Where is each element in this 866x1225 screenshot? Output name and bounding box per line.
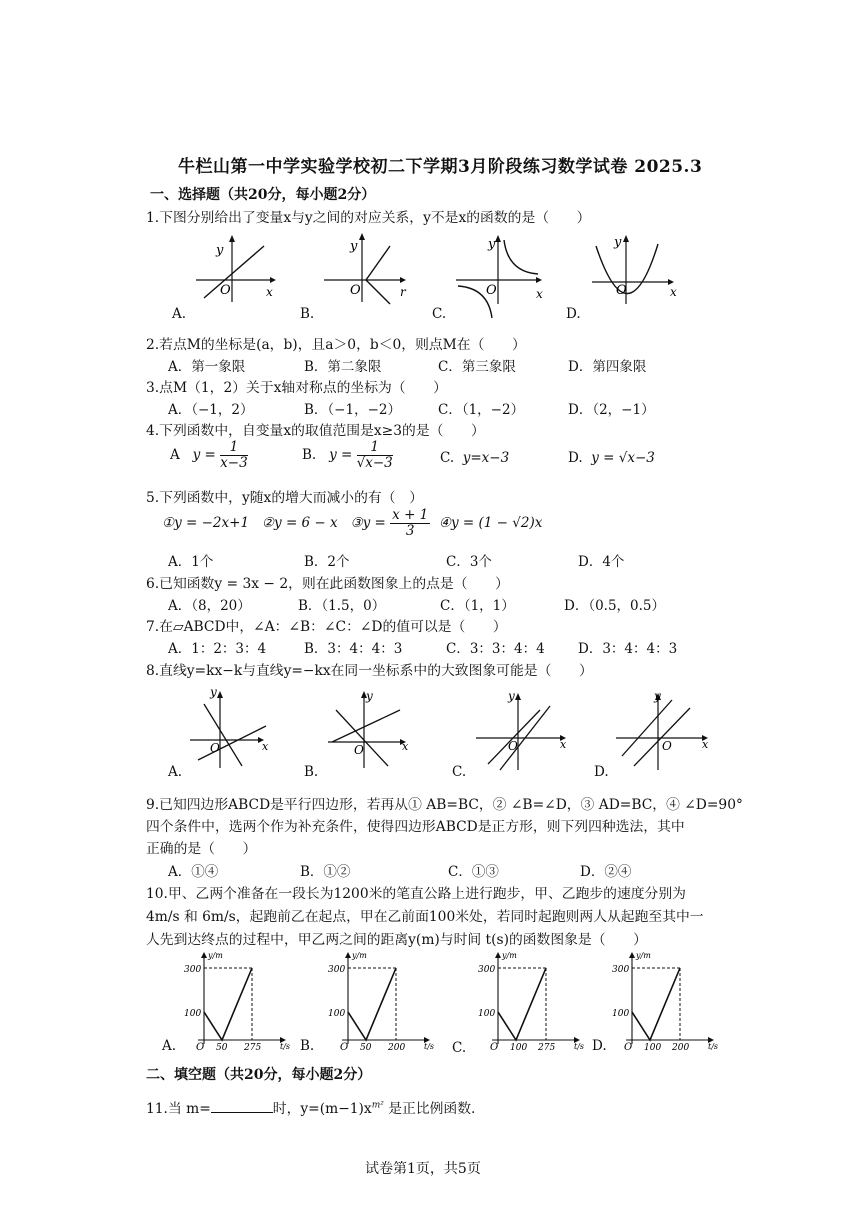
svg-text:x: x bbox=[670, 285, 677, 299]
q10-a-tick-100: 100 bbox=[184, 1009, 202, 1019]
svg-text:x: x bbox=[560, 738, 567, 751]
svg-text:y: y bbox=[216, 243, 224, 258]
svg-text:x: x bbox=[402, 740, 409, 753]
q5-option-c: C．3个 bbox=[446, 554, 492, 570]
q8-label-d: D. bbox=[594, 764, 609, 780]
q2-stem: 2.若点M的坐标是(a，b)，且a＞0，b＜0，则点M在（ ） bbox=[146, 337, 526, 353]
q2-option-c: C．第三象限 bbox=[438, 359, 516, 375]
q10-d-origin: O bbox=[624, 1042, 633, 1053]
q10-c-y-label: y/m bbox=[502, 951, 517, 960]
q10-c-y-arrow bbox=[495, 952, 501, 958]
q10-label-c: C. bbox=[452, 1040, 467, 1056]
q3-stem: 3.点M（1，2）关于x轴对称点的坐标为（ ） bbox=[146, 380, 447, 396]
q10-c-tick-x2: 275 bbox=[538, 1043, 556, 1053]
q10-c-series-line bbox=[498, 968, 546, 1040]
q10-d-x-label: t/s bbox=[708, 1042, 719, 1051]
svg-text:O: O bbox=[616, 283, 627, 298]
svg-text:y: y bbox=[366, 689, 373, 703]
q11-exponent: m² bbox=[371, 1100, 384, 1111]
section-2-heading: 二、填空题（共20分，每小题2分） bbox=[146, 1067, 372, 1083]
q4-b-denominator: √x−3 bbox=[356, 455, 393, 471]
q10-d-y-arrow bbox=[629, 952, 635, 958]
svg-text:y: y bbox=[614, 235, 622, 250]
q8-label-b: B. bbox=[304, 764, 319, 780]
svg-text:y: y bbox=[350, 239, 358, 254]
q10-label-a: A. bbox=[162, 1038, 177, 1054]
q10-b-tick-100: 100 bbox=[328, 1009, 346, 1019]
q10-c-tick-x1: 100 bbox=[510, 1043, 528, 1053]
q10-line-2: 4m/s 和 6m/s，起跑前乙在起点，甲在乙前面100米处，若同时起跑则两人从起跑至其中一 bbox=[146, 909, 704, 925]
q10-c-tick-300: 300 bbox=[478, 965, 496, 975]
q9-option-d: D．②④ bbox=[580, 864, 632, 880]
q1-label-d: D. bbox=[566, 306, 581, 322]
q10-c-origin: O bbox=[490, 1042, 499, 1053]
svg-text:O: O bbox=[508, 739, 518, 753]
q5-option-d: D．4个 bbox=[578, 554, 625, 570]
svg-text:r: r bbox=[400, 285, 406, 299]
q7-option-b: B．3：4：4：3 bbox=[304, 641, 403, 657]
q6-option-b: B．（1.5，0） bbox=[298, 598, 386, 614]
q4-letter-d: D. bbox=[568, 450, 583, 466]
q5-item-3: ③y = bbox=[350, 515, 386, 531]
q9-option-c: C．①③ bbox=[448, 864, 499, 880]
svg-text:y: y bbox=[508, 689, 515, 703]
q10-d-tick-100: 100 bbox=[612, 1009, 630, 1019]
q10-d-tick-300: 300 bbox=[612, 965, 630, 975]
q9-line-3: 正确的是（ ） bbox=[146, 841, 257, 857]
q4-a-denominator: x−3 bbox=[220, 455, 248, 471]
q5-item-3-numerator: x + 1 bbox=[392, 507, 429, 523]
q10-line-3: 人先到达终点的过程中，甲乙两之间的距离y(m)与时间 t(s)的函数图象是（ ） bbox=[146, 932, 647, 948]
q4-expr-d: y = √x−3 bbox=[591, 450, 655, 466]
q5-item-4: ④y = (1 − √2)x bbox=[438, 515, 543, 531]
q10-a-tick-x1: 50 bbox=[216, 1043, 228, 1053]
svg-text:x: x bbox=[702, 738, 709, 751]
svg-text:O: O bbox=[486, 283, 497, 298]
q3-option-b: B．（−1，−2） bbox=[304, 402, 401, 418]
q5-option-a: A．1个 bbox=[168, 554, 214, 570]
q4-b-numerator: 1 bbox=[357, 440, 393, 456]
q10-b-x-label: t/s bbox=[424, 1042, 435, 1051]
q2-option-a: A．第一象限 bbox=[168, 359, 246, 375]
q10-label-d: D. bbox=[592, 1038, 607, 1054]
q3-option-a: A．（−1，2） bbox=[168, 402, 254, 418]
q5-item-1: ①y = −2x+1 bbox=[162, 515, 250, 531]
q9-option-b: B．①② bbox=[300, 864, 351, 880]
q7-option-a: A．1：2：3：4 bbox=[168, 641, 267, 657]
q10-line-1: 10.甲、乙两个准备在一段长为1200米的笔直公路上进行跑步，甲、乙跑步的速度分别为 bbox=[146, 886, 686, 902]
svg-text:y: y bbox=[654, 689, 661, 703]
q4-letter-c: C. bbox=[440, 450, 455, 466]
q10-a-origin: O bbox=[196, 1042, 205, 1053]
q6-option-d: D．（0.5，0.5） bbox=[564, 598, 666, 614]
q11-mid: 时，y=(m−1)x bbox=[272, 1101, 372, 1117]
q8-label-c: C. bbox=[452, 764, 467, 780]
q10-b-y-label: y/m bbox=[352, 951, 367, 960]
q5-item-2: ②y = 6 − x bbox=[261, 515, 338, 531]
q1-label-c: C. bbox=[432, 306, 447, 322]
svg-text:O: O bbox=[662, 739, 672, 753]
q8-stem: 8.直线y=kx−k与直线y=−kx在同一坐标系中的大致图象可能是（ ） bbox=[146, 663, 593, 679]
q3-option-c: C．（1，−2） bbox=[438, 402, 525, 418]
q10-b-tick-x1: 50 bbox=[360, 1043, 372, 1053]
q10-d-series-line bbox=[632, 968, 680, 1040]
svg-text:y: y bbox=[488, 237, 496, 252]
q3-option-d: D．（2，−1） bbox=[568, 402, 655, 418]
q6-option-c: C．（1，1） bbox=[440, 598, 515, 614]
q11 bbox=[146, 1097, 475, 1117]
q4-stem: 4.下列函数中，自变量x的取值范围是x≥3的是（ ） bbox=[146, 423, 485, 439]
q10-b-series-line bbox=[348, 968, 396, 1040]
q10-c-tick-100: 100 bbox=[478, 1009, 496, 1019]
q10-b-tick-300: 300 bbox=[328, 965, 346, 975]
q10-b-origin: O bbox=[340, 1042, 349, 1053]
q4-expr-b: y = bbox=[329, 447, 353, 463]
q9-line-2: 四个条件中，选两个作为补充条件，使得四边形ABCD是正方形，则下列四种选法，其中 bbox=[146, 819, 685, 835]
q4-letter-a: A bbox=[170, 447, 180, 463]
q2-option-d: D．第四象限 bbox=[568, 359, 647, 375]
svg-text:x: x bbox=[262, 740, 269, 753]
q10-a-tick-x2: 275 bbox=[244, 1043, 262, 1053]
q1-label-b: B. bbox=[300, 306, 315, 322]
q6-option-a: A．（8，20） bbox=[168, 598, 251, 614]
svg-text:O: O bbox=[210, 741, 220, 755]
q9-option-a: A．①④ bbox=[168, 864, 219, 880]
q11-tail: 是正比例函数. bbox=[388, 1101, 476, 1117]
q4-letter-b: B. bbox=[302, 447, 317, 463]
q5-stem: 5.下列函数中，y随x的增大而减小的有（ ） bbox=[146, 490, 424, 506]
page-footer: 试卷第1页，共5页 bbox=[365, 1161, 481, 1177]
q10-a-x-label: t/s bbox=[280, 1042, 291, 1051]
q7-option-c: C．3：3：4：4 bbox=[446, 641, 545, 657]
q9-line-1: 9.已知四边形ABCD是平行四边形，若再从① AB=BC，② ∠B=∠D，③ AD=BC，④ ∠D=90° bbox=[146, 797, 743, 813]
svg-text:x: x bbox=[266, 285, 273, 299]
q10-d-tick-x1: 100 bbox=[644, 1043, 662, 1053]
section-1-heading: 一、选择题（共20分，每小题2分） bbox=[150, 187, 376, 203]
q4-a-numerator: 1 bbox=[220, 440, 248, 456]
q5-option-b: B．2个 bbox=[304, 554, 350, 570]
q10-b-y-arrow bbox=[345, 952, 351, 958]
q1-stem: 1.下图分别给出了变量x与y之间的对应关系，y不是x的函数的是（ ） bbox=[146, 210, 591, 226]
svg-text:O: O bbox=[350, 283, 361, 298]
svg-text:x: x bbox=[536, 287, 543, 301]
q11-answer-blank[interactable] bbox=[211, 1100, 273, 1113]
q10-c-x-label: t/s bbox=[574, 1042, 585, 1051]
q7-stem: 7.在▱ABCD中，∠A：∠B：∠C：∠D的值可以是（ ） bbox=[146, 619, 507, 635]
q4-expr-a: y = bbox=[192, 447, 216, 463]
q10-a-y-arrow bbox=[201, 952, 207, 958]
q10-b-tick-x2: 200 bbox=[388, 1043, 406, 1053]
q10-label-b: B. bbox=[300, 1038, 315, 1054]
q5-item-3-denominator: 3 bbox=[405, 523, 415, 539]
q2-option-b: B．第二象限 bbox=[304, 359, 382, 375]
q4-expr-c: y=x−3 bbox=[462, 450, 510, 466]
q10-d-y-label: y/m bbox=[636, 951, 651, 960]
svg-text:O: O bbox=[220, 283, 231, 298]
q10-a-y-label: y/m bbox=[208, 951, 223, 960]
q1-label-a: A. bbox=[172, 306, 187, 322]
q7-option-d: D．3：4：4：3 bbox=[578, 641, 678, 657]
q10-a-series-line bbox=[204, 968, 252, 1040]
svg-text:O: O bbox=[354, 743, 364, 757]
page-title: 牛栏山第一中学实验学校初二下学期3月阶段练习数学试卷 2025.3 bbox=[178, 157, 703, 177]
q10-a-tick-300: 300 bbox=[184, 965, 202, 975]
q10-d-tick-x2: 200 bbox=[672, 1043, 690, 1053]
svg-text:y: y bbox=[210, 685, 217, 699]
q11-prefix: 11.当 m= bbox=[146, 1101, 211, 1117]
q8-label-a: A. bbox=[168, 764, 183, 780]
q6-stem: 6.已知函数y = 3x − 2，则在此函数图象上的点是（ ） bbox=[146, 576, 509, 592]
